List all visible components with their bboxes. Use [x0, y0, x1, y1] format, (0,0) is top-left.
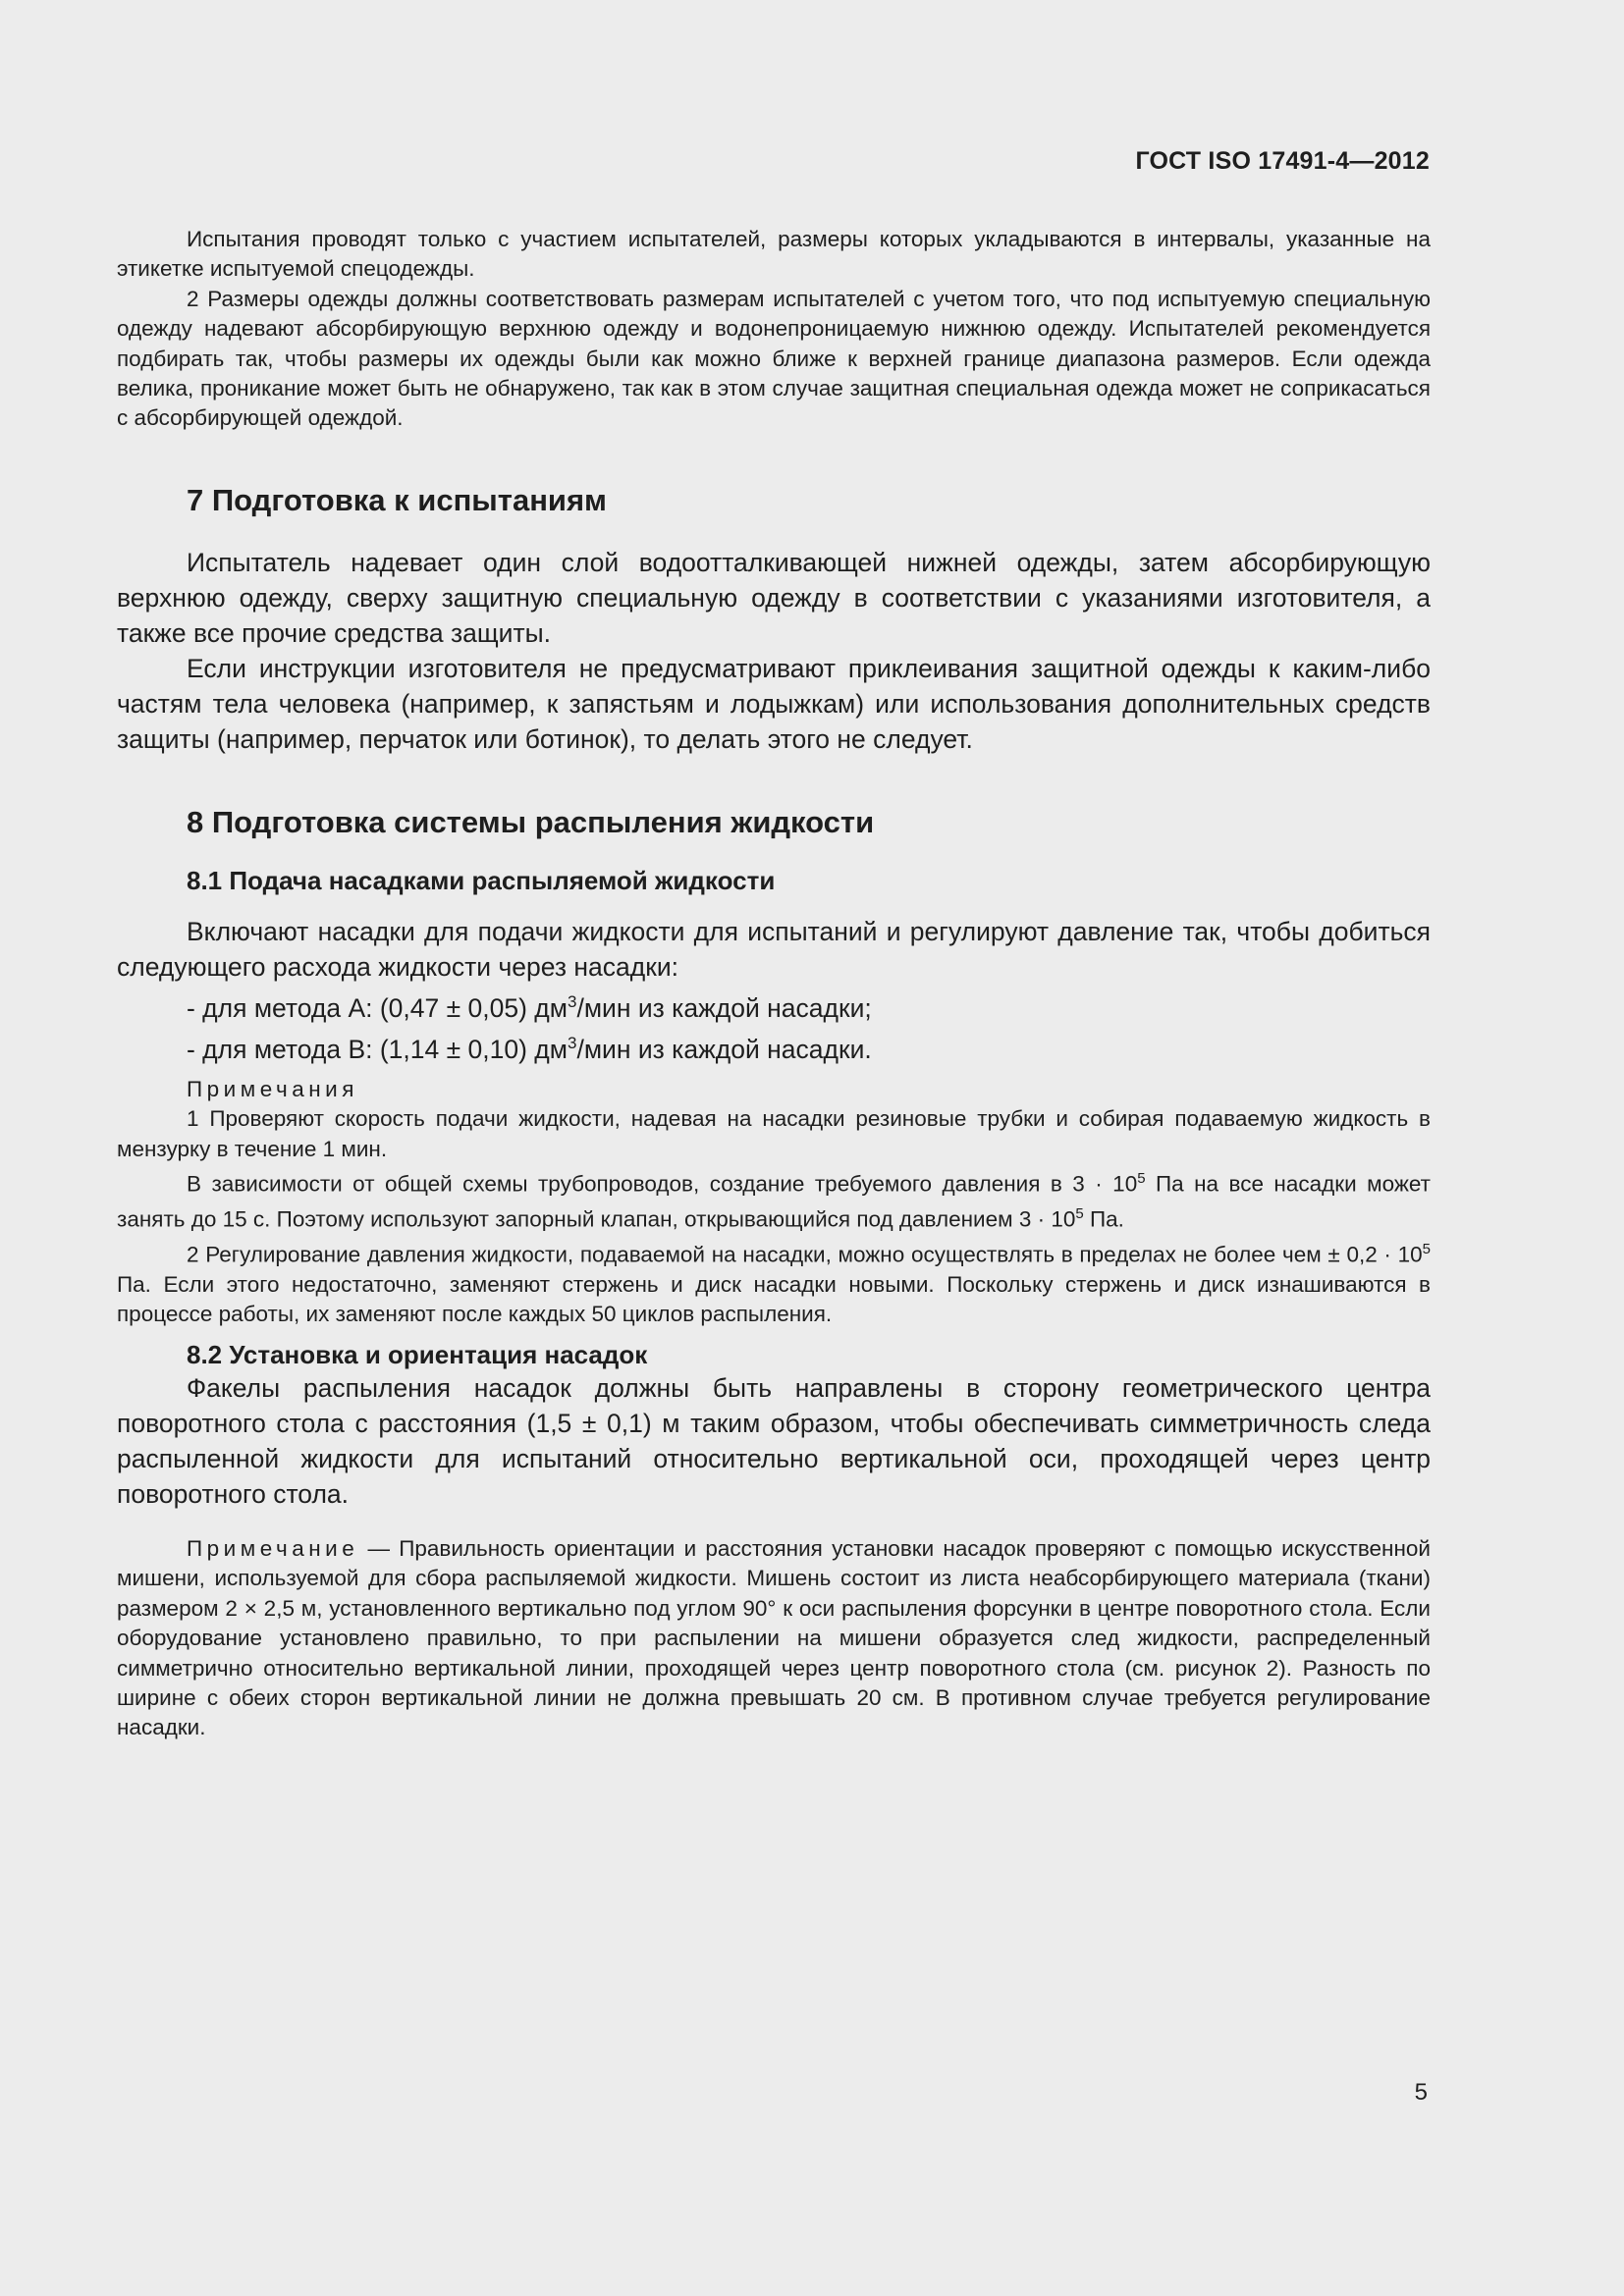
- method-b-item: - для метода В: (1,14 ± 0,10) $дм^3$/мин из каждой насадки.: [187, 1033, 872, 1064]
- subsection-8-1-paragraph: Включают насадки для подачи жидкости для испытаний и регулируют давление так, чтобы добиться следующего расхода жидкости через насадки:: [117, 917, 1431, 982]
- intro-block: [117, 225, 1431, 434]
- subsection-8-2-heading: 8.2 Установка и ориентация насадок: [187, 1340, 648, 1369]
- intro-paragraph-1: Испытания проводят только с участием испытателей, размеры которых укладываются в интервалы, указанные на этикетке испытуемой спецодежды.: [117, 227, 1431, 282]
- subsection-8-2-paragraph: Факелы распыления насадок должны быть направлены в сторону геометрического центра поворотного стола с расстояния (1,5 ± 0,1) м таким образом, чтобы обеспечивать симметричность следа распыленной жидкости для испытаний относительно вертикальной оси, проходящей через центр поворотного стола.: [117, 1373, 1431, 1509]
- subsection-8-1-heading: 8.1 Подача насадками распыляемой жидкости: [187, 866, 776, 895]
- document-code-header: ГОСТ ISO 17491-4—2012: [1135, 147, 1430, 175]
- note-1: 1 Проверяют скорость подачи жидкости, надевая на насадки резиновые трубки и собирая подаваемую жидкость в мензурку в течение 1 мин.: [117, 1106, 1431, 1161]
- note-label: Примечание: [187, 1536, 359, 1561]
- section-7-heading: 7 Подготовка к испытаниям: [187, 483, 607, 517]
- intro-note-2: 2 Размеры одежды должны соответствовать размерам испытателей с учетом того, что под испытуемую специальную одежду надевают абсорбирующую верхнюю одежду и водонепроницаемую нижнюю одежду. Испытателей рекомендуется подбирать так, чтобы размеры их одежды были как можно ближе к верхней границе диапазона размеров. Если одежда велика, проникание может быть не обнаружено, так как в этом случае защитная специальная одежда может не соприкасаться с абсорбирующей одеждой.: [117, 286, 1431, 431]
- subsection-8-2-note: [117, 1534, 1431, 1743]
- note-2: 2 Регулирование давления жидкости, подаваемой на насадки, можно осуществлять в пределах не более чем ± $0,2 \cdot 10^5$ Па. Если этого недостаточно, заменяют стержень и диск насадки новыми. Поскольку стержень и диск изнашиваются в процессе работы, их заменяют после каждых 50 циклов распыления.: [117, 1241, 1431, 1327]
- subsection-8-1-notes: [117, 1075, 1431, 1330]
- note-1-continued: В зависимости от общей схемы трубопроводов, создание требуемого давления в $3 \cdot 10^5$ Па на все насадки может занять до 15 с. Поэтому используют запорный клапан, открывающийся под давлением $3 \cdot 10^5$ Па.: [117, 1170, 1431, 1232]
- subsection-8-1-body: [117, 914, 1431, 1067]
- note-orientation: Примечание — Правильность ориентации и расстояния установки насадок проверяют с помощью искусственной мишени, используемой для сбора распыляемой жидкости. Мишень состоит из листа неабсорбирующего материала (ткани) размером 2 × 2,5 м, установленного вертикально под углом 90° к оси распыления форсунки в центре поворотного стола. Если оборудование установлено правильно, то при распылении на мишени образуется след жидкости, распределенный симметрично относительно вертикальной линии, проходящей через центр поворотного стола (см. рисунок 2). Разность по ширине с обеих сторон вертикальной линии не должна превышать 20 см. В противном случае требуется регулирование насадки.: [117, 1536, 1431, 1740]
- section-7-body: [117, 545, 1431, 757]
- section-8-heading: 8 Подготовка системы распыления жидкости: [187, 805, 875, 839]
- subsection-8-2-body: [117, 1370, 1431, 1512]
- page-number: 5: [1414, 2079, 1428, 2106]
- section-7-paragraph-1: Испытатель надевает один слой водоотталкивающей нижней одежды, затем абсорбирующую верхнюю одежду, сверху защитную специальную одежду в соответствии с указаниями изготовителя, а также все прочие средства защиты.: [117, 548, 1431, 648]
- notes-label: Примечания: [187, 1077, 358, 1101]
- method-a-item: - для метода А: (0,47 ± 0,05) $дм^3$/мин из каждой насадки;: [187, 992, 872, 1023]
- section-7-paragraph-2: Если инструкции изготовителя не предусматривают приклеивания защитной одежды к каким-либо частям тела человека (например, к запястьям и лодыжкам) или использования дополнительных средств защиты (например, перчаток или ботинок), то делать этого не следует.: [117, 654, 1431, 754]
